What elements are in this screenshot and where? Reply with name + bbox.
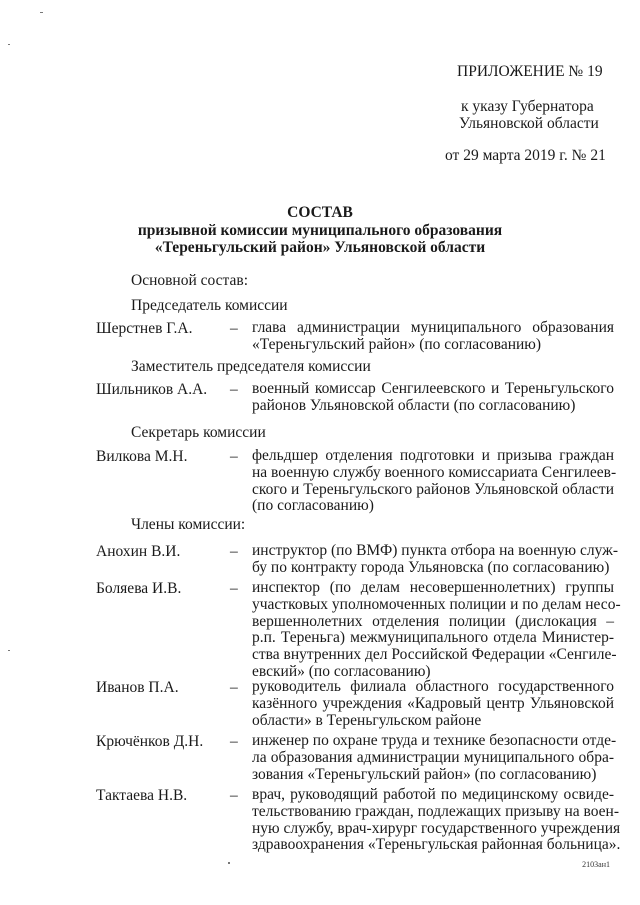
section-deputy: Заместитель председателя комиссии [131,358,371,375]
document-subtitle-line1: призывной комиссии муниципального образования [137,222,503,239]
section-members: Члены комиссии: [131,516,246,533]
decree-date: от 29 марта 2019 г. № 21 [445,147,606,164]
member-position: фельдшер отделения подготовки и призыва граждан на военную службу военного комиссариата Сенгилеев- ского и Тереньгульского районов Ульяновской области (по согласованию) [252,447,617,515]
member-name: Шерстнев Г.А. [96,320,193,337]
footer-code: 2103ан1 [582,860,610,869]
appendix-number: ПРИЛОЖЕНИЕ № 19 [457,63,603,80]
decree-reference: к указу Губернатора [461,98,594,115]
document-subtitle-line2: «Тереньгульский район» Ульяновской области [154,239,486,256]
member-position: военный комиссар Сенгилеевского и Тереньгульского районов Ульяновской области (по согласованию) [252,380,614,414]
scan-speck [8,650,10,651]
dash: – [230,448,238,465]
member-position: инспектор (по делам несовершеннолетних) группы участковых уполномоченных полиции и по делам несо- вершеннолетних отделения полиции (дислокация – р.п. Тереньга) межмуниципального отдела Министер- ства внутренних дел Российской Федерации «Сенгиле- евский» (по согласованию) [252,579,621,680]
scan-speck [228,862,230,864]
dash: – [230,580,238,597]
dash: – [230,679,238,696]
member-name: Шильников А.А. [96,381,208,398]
section-chair: Председатель комиссии [131,297,288,314]
member-position: руководитель филиала областного государственного казённого учреждения «Кадровый центр Ульяновской области» в Тереньгульском районе [252,678,614,729]
member-name: Тактаева Н.В. [96,787,188,804]
member-position: врач, руководящий работой по медицинскому освиде- тельствованию граждан, подлежащих призыву на воен- ную службу, врач-хирург государственного учреждения здравоохранения «Тереньгульская районная больница». [252,786,621,854]
dash: – [230,733,238,750]
member-name: Анохин В.И. [96,543,181,560]
dash: – [230,381,238,398]
section-secretary: Секретарь комиссии [131,424,266,441]
member-position: глава администрации муниципального образования «Тереньгульский район» (по согласованию) [252,319,614,353]
dash: – [230,787,238,804]
scan-speck [40,12,43,13]
decree-region: Ульяновской области [459,115,599,132]
dash: – [230,320,238,337]
scan-speck [8,44,10,45]
member-name: Боляева И.В. [96,580,182,597]
section-main: Основной состав: [131,272,249,289]
member-name: Вилкова М.Н. [96,448,188,465]
member-position: инженер по охране труда и технике безопасности отде- ла образования администрации муниципального обра- зования «Тереньгульский район» (по согласованию) [252,732,617,783]
member-name: Крючёнков Д.Н. [96,733,204,750]
member-position: инструктор (по ВМФ) пункта отбора на военную служ- бу по контракту города Ульяновска (по согласованию) [252,542,619,576]
dash: – [230,543,238,560]
document-title: СОСТАВ [287,204,353,221]
member-name: Иванов П.А. [96,679,179,696]
